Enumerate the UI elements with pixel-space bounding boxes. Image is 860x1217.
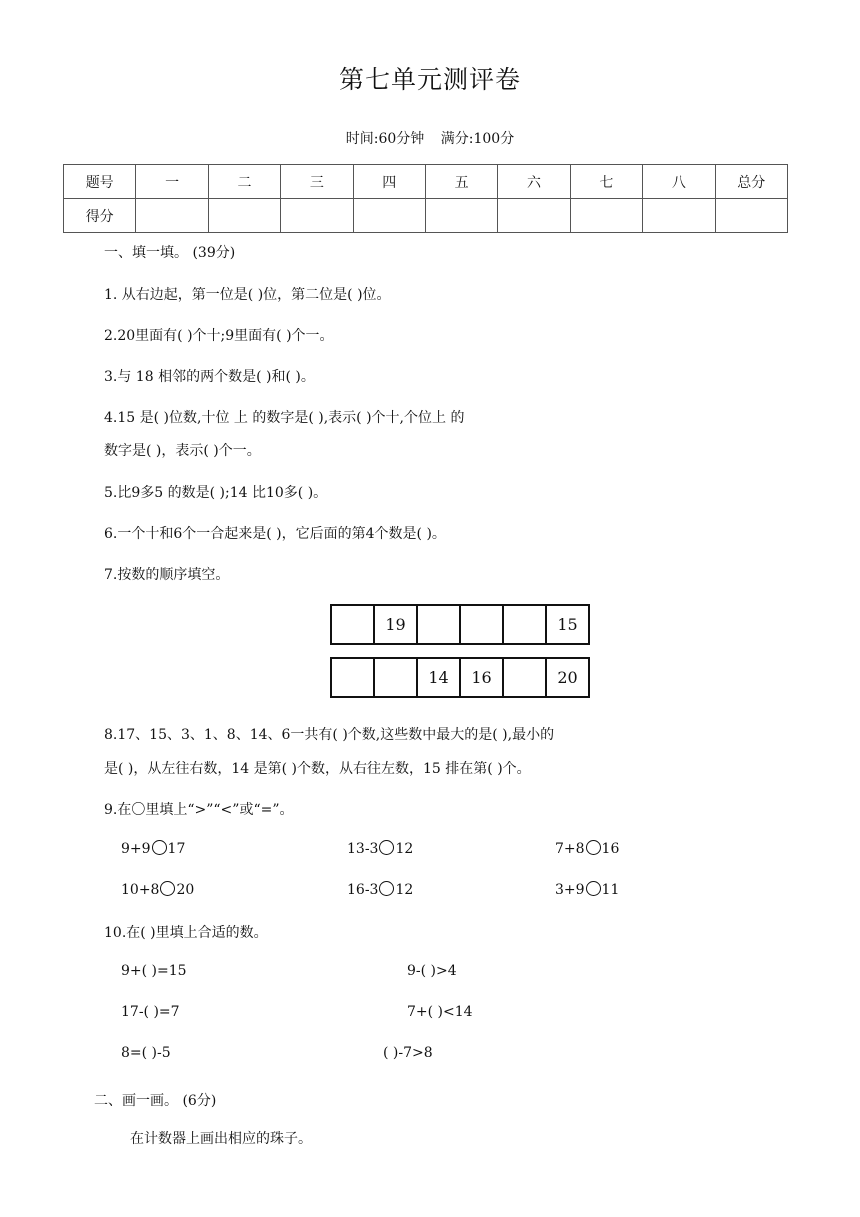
header-cell: 二 xyxy=(208,165,280,199)
compare-circle[interactable] xyxy=(379,881,394,896)
header-cell: 一 xyxy=(136,165,208,199)
score-cell[interactable] xyxy=(208,199,280,233)
question-4-line1: 4.15 是( )位数,十位 上 的数字是( ),表示( )个十,个位上 的 xyxy=(104,410,465,426)
sequence-cell: 14 xyxy=(417,658,460,697)
question-8-line1: 8.17、15、3、1、8、14、6一共有( )个数,这些数中最大的是( ),最小的 xyxy=(104,727,555,743)
compare-circle[interactable] xyxy=(160,881,175,896)
fill-item: 8=( )-5 xyxy=(121,1045,171,1061)
fill-item: 17-( )=7 xyxy=(121,1004,180,1020)
compare-item xyxy=(121,881,194,898)
score-cell[interactable] xyxy=(643,199,715,233)
compare-item xyxy=(555,881,619,898)
question-7: 7.按数的顺序填空。 xyxy=(104,567,230,583)
question-10: 10.在( )里填上合适的数。 xyxy=(104,925,268,941)
time-limit: 时间:60分钟 xyxy=(345,131,425,147)
score-table xyxy=(63,164,788,233)
score-row-label: 得分 xyxy=(64,199,136,233)
score-table-score-row xyxy=(64,199,788,233)
compare-left: 7+8 xyxy=(555,841,585,857)
fill-item: 9-( )>4 xyxy=(407,963,457,979)
header-cell: 总分 xyxy=(715,165,787,199)
header-cell: 题号 xyxy=(64,165,136,199)
question-3: 3.与 18 相邻的两个数是( )和( )。 xyxy=(104,369,315,385)
compare-left: 9+9 xyxy=(121,841,151,857)
header-cell: 三 xyxy=(281,165,353,199)
question-1: 1. 从右边起，第一位是( )位，第二位是( )位。 xyxy=(104,287,391,303)
compare-right: 12 xyxy=(395,882,414,898)
sequence-cell[interactable] xyxy=(331,605,374,644)
exam-info xyxy=(0,128,860,148)
sequence-cell[interactable] xyxy=(503,658,546,697)
question-8-line2: 是( )，从左往右数，14 是第( )个数，从右往左数，15 排在第( )个。 xyxy=(104,761,531,777)
compare-left: 13-3 xyxy=(347,841,379,857)
compare-right: 12 xyxy=(395,841,414,857)
sequence-cell: 20 xyxy=(546,658,589,697)
score-cell[interactable] xyxy=(353,199,425,233)
compare-right: 20 xyxy=(176,882,195,898)
compare-left: 16-3 xyxy=(347,882,379,898)
section2-heading: 二、画一画。 (6分) xyxy=(94,1093,217,1109)
compare-item xyxy=(121,840,185,857)
score-cell[interactable] xyxy=(570,199,642,233)
sequence-cell[interactable] xyxy=(503,605,546,644)
question-6: 6.一个十和6个一合起来是( )，它后面的第4个数是( )。 xyxy=(104,526,446,542)
score-table-header-row xyxy=(64,165,788,199)
compare-left: 10+8 xyxy=(121,882,160,898)
score-cell[interactable] xyxy=(425,199,497,233)
sequence-cell[interactable] xyxy=(460,605,503,644)
header-cell: 八 xyxy=(643,165,715,199)
fill-item: 7+( )<14 xyxy=(407,1004,473,1020)
compare-right: 11 xyxy=(601,882,620,898)
fill-item: 9+( )=15 xyxy=(121,963,187,979)
compare-item xyxy=(347,840,413,857)
sequence-cell[interactable] xyxy=(417,605,460,644)
sequence-cell[interactable] xyxy=(331,658,374,697)
score-cell[interactable] xyxy=(498,199,570,233)
full-score: 满分:100分 xyxy=(440,131,515,147)
page-title: 第七单元测评卷 xyxy=(338,65,521,94)
section2-instruction: 在计数器上画出相应的珠子。 xyxy=(130,1131,312,1147)
question-9: 9.在〇里填上“>”“<”或“=”。 xyxy=(104,802,294,818)
score-cell[interactable] xyxy=(281,199,353,233)
number-sequence-row-2 xyxy=(330,657,590,698)
header-cell: 四 xyxy=(353,165,425,199)
header-cell: 六 xyxy=(498,165,570,199)
number-sequence-row-1 xyxy=(330,604,590,645)
section1-heading: 一、填一填。 (39分) xyxy=(104,245,236,261)
question-5: 5.比9多5 的数是( );14 比10多( )。 xyxy=(104,485,328,501)
compare-circle[interactable] xyxy=(586,840,601,855)
compare-circle[interactable] xyxy=(152,840,167,855)
compare-item xyxy=(347,881,413,898)
sequence-cell[interactable] xyxy=(374,658,417,697)
score-cell[interactable] xyxy=(715,199,787,233)
sequence-cell: 15 xyxy=(546,605,589,644)
sequence-cell: 19 xyxy=(374,605,417,644)
compare-circle[interactable] xyxy=(586,881,601,896)
header-cell: 七 xyxy=(570,165,642,199)
question-2: 2.20里面有( )个十;9里面有( )个一。 xyxy=(104,328,334,344)
question-4-line2: 数字是( )，表示( )个一。 xyxy=(104,443,261,459)
sequence-cell: 16 xyxy=(460,658,503,697)
score-cell[interactable] xyxy=(136,199,208,233)
header-cell: 五 xyxy=(425,165,497,199)
compare-right: 17 xyxy=(167,841,186,857)
compare-right: 16 xyxy=(601,841,620,857)
compare-item xyxy=(555,840,619,857)
compare-circle[interactable] xyxy=(379,840,394,855)
compare-left: 3+9 xyxy=(555,882,585,898)
fill-item: ( )-7>8 xyxy=(383,1045,433,1061)
